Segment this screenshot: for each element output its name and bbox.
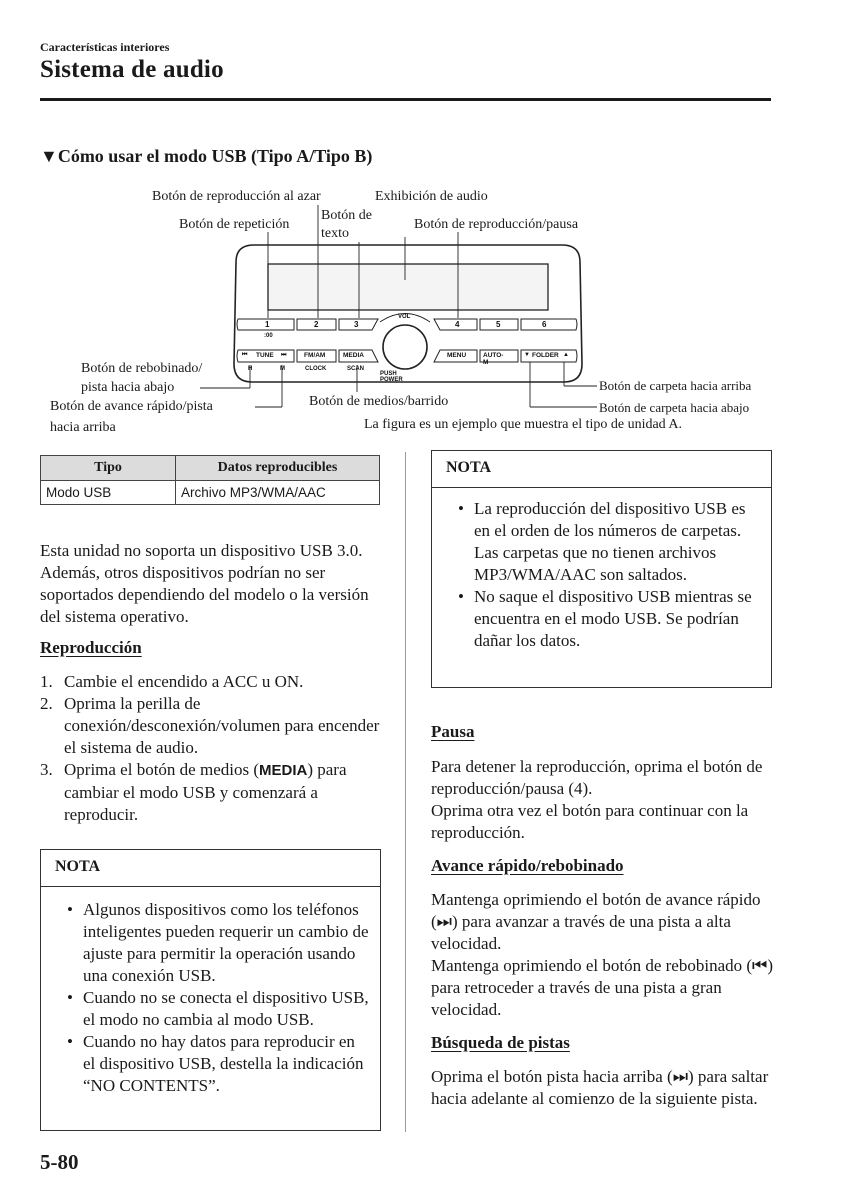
list-item: 1. Cambie el encendido a ACC u ON. <box>40 672 304 691</box>
fast-forward-icon: ⏭ <box>281 352 287 358</box>
pause-heading: Pausa <box>431 722 475 741</box>
search-text-before: Oprima el botón pista hacia arriba ( <box>431 1067 673 1086</box>
preset-label-2: 2 <box>314 320 319 329</box>
note-box-left <box>40 849 381 1131</box>
table-header-data: Datos reproducibles <box>176 456 380 481</box>
list-item: • La reproducción del dispositivo USB es en el orden de los números de carpetas. Las carpetas que no tienen archivos MP3/WMA/AAC son saltados. <box>458 498 761 586</box>
track-up-icon: ⏭ <box>672 1067 688 1086</box>
m-label: M <box>280 366 285 372</box>
rw-text-after: ) para retroceder a través de una pista a gran velocidad. <box>431 956 774 1019</box>
column-divider <box>405 452 406 1132</box>
preset-label-4: 4 <box>455 320 460 329</box>
ff-text-after: ) para avanzar a través de una pista a alta velocidad. <box>431 912 731 953</box>
folder-up-icon: ▲ <box>563 352 569 358</box>
preset-label-3: 3 <box>354 320 359 329</box>
ff-text-before: Mantenga oprimiendo el botón de avance rápido ( <box>431 890 761 931</box>
audio-unit-figure <box>0 0 845 450</box>
ff-rewind-heading: Avance rápido/rebobinado <box>431 856 624 875</box>
push-power-label: PUSH POWER <box>380 371 403 383</box>
pause-text-2: Oprima otra vez el botón para continuar con la reproducción. <box>431 801 749 842</box>
note-title-left: NOTA <box>41 850 380 887</box>
track-search-heading: Búsqueda de pistas <box>431 1033 570 1052</box>
step-2-text: Oprima la perilla de conexión/desconexión/volumen para encender el sistema de audio. <box>64 694 380 757</box>
playback-steps <box>40 671 385 826</box>
label-rewind-button-line2: pista hacia abajo <box>81 380 175 395</box>
note-title-right: NOTA <box>432 451 771 488</box>
preset-label-1: 1 <box>265 320 270 329</box>
label-rewind-button-line1: Botón de rebobinado/ <box>81 361 203 376</box>
label-media-scan-button: Botón de medios/barrido <box>309 394 449 409</box>
folder-down-icon: ▼ <box>524 352 530 358</box>
preset-button-6 <box>521 319 577 330</box>
rewind-icon: ⏮ <box>752 956 768 975</box>
pause-paragraph <box>431 756 776 844</box>
intro-paragraph: Esta unidad no soporta un dispositivo USB 3.0. Además, otros dispositivos podrían no ser soportados dependiendo del modelo o la versión del sistema operativo. <box>40 541 369 626</box>
page-number: 5-80 <box>40 1150 79 1174</box>
rw-text-before: Mantenga oprimiendo el botón de rebobinado ( <box>431 956 753 975</box>
table-row <box>41 481 380 505</box>
figure-caption: La figura es un ejemplo que muestra el tipo de unidad A. <box>364 417 683 432</box>
playback-heading: Reproducción <box>40 638 142 657</box>
preset-button-3 <box>339 319 378 330</box>
volume-knob <box>383 325 427 369</box>
table-cell-type: Modo USB <box>41 481 176 505</box>
list-item: • Cuando no hay datos para reproducir en el dispositivo USB, destella la indicación “NO CONTENTS”. <box>67 1031 370 1097</box>
label-repeat-button: Botón de repetición <box>179 217 290 232</box>
h-label: H <box>248 366 253 372</box>
note-box-right <box>431 450 772 688</box>
media-key-label: MEDIA <box>259 762 308 779</box>
vol-label: VOL <box>398 314 411 320</box>
label-ff-button-line2: hacia arriba <box>50 420 116 435</box>
step-1-text: Cambie el encendido a ACC u ON. <box>64 672 304 691</box>
table-header-type: Tipo <box>41 456 176 481</box>
list-item: • No saque el dispositivo USB mientras se encuentra en el modo USB. Se podrían dañar los datos. <box>458 586 761 652</box>
list-item: • Algunos dispositivos como los teléfonos inteligentes pueden requerir un cambio de ajuste para permitir la operación usando una conexión USB. <box>67 899 370 987</box>
label-folder-up-button: Botón de carpeta hacia arriba <box>599 378 752 393</box>
list-item: 2. Oprima la perilla de conexión/desconexión/volumen para encender el sistema de audio. <box>40 694 380 757</box>
preset-label-5: 5 <box>496 320 501 329</box>
audio-display-screen <box>268 264 548 310</box>
rewind-icon: ⏮ <box>242 352 248 358</box>
tune-label: TUNE <box>256 352 274 359</box>
playable-data-table <box>40 455 380 505</box>
label-play-pause-button: Botón de reproducción/pausa <box>414 217 579 232</box>
track-search-paragraph <box>431 1066 776 1110</box>
section-heading: ▼Cómo usar el modo USB (Tipo A/Tipo B) <box>40 146 373 166</box>
label-random-button: Botón de reproducción al azar <box>152 189 321 204</box>
step-3-text-after: ) para cambiar el modo USB y comenzará a reproducir. <box>64 760 347 824</box>
breadcrumb: Características interiores <box>40 40 170 54</box>
label-audio-display: Exhibición de audio <box>375 189 488 204</box>
fast-forward-icon: ⏭ <box>436 912 452 931</box>
label-folder-down-button: Botón de carpeta hacia abajo <box>599 400 750 415</box>
preset-label-6: 6 <box>542 320 547 329</box>
search-text-after: ) para saltar hacia adelante al comienzo de la siguiente pista. <box>431 1067 769 1108</box>
pause-text-1: Para detener la reproducción, oprima el botón de reproducción/pausa (4). <box>431 757 763 798</box>
note-list-left <box>41 887 380 1107</box>
label-text-button-line2: texto <box>321 226 349 241</box>
scan-label: SCAN <box>347 366 365 372</box>
folder-label: FOLDER <box>532 352 559 359</box>
list-item: • Cuando no se conecta el dispositivo USB, el modo no cambia al modo USB. <box>67 987 370 1031</box>
table-cell-data: Archivo MP3/WMA/AAC <box>176 481 380 505</box>
step-3-text-before: Oprima el botón de medios ( <box>64 760 259 779</box>
fm-am-label: FM/AM <box>304 352 326 359</box>
page-title: Sistema de audio <box>40 56 224 83</box>
media-label: MEDIA <box>343 352 364 359</box>
sub-label-00: :00 <box>264 333 273 339</box>
auto-m-label: AUTO-M <box>483 352 504 366</box>
ff-rewind-paragraph <box>431 889 776 1021</box>
label-text-button-line1: Botón de <box>321 208 372 223</box>
menu-label: MENU <box>447 352 467 359</box>
list-item: 3. Oprima el botón de medios (MEDIA) para cambiar el modo USB y comenzará a reproducir. <box>40 760 347 824</box>
label-ff-button-line1: Botón de avance rápido/pista <box>50 399 213 414</box>
note-list-right <box>432 488 771 662</box>
clock-label: CLOCK <box>305 366 327 372</box>
